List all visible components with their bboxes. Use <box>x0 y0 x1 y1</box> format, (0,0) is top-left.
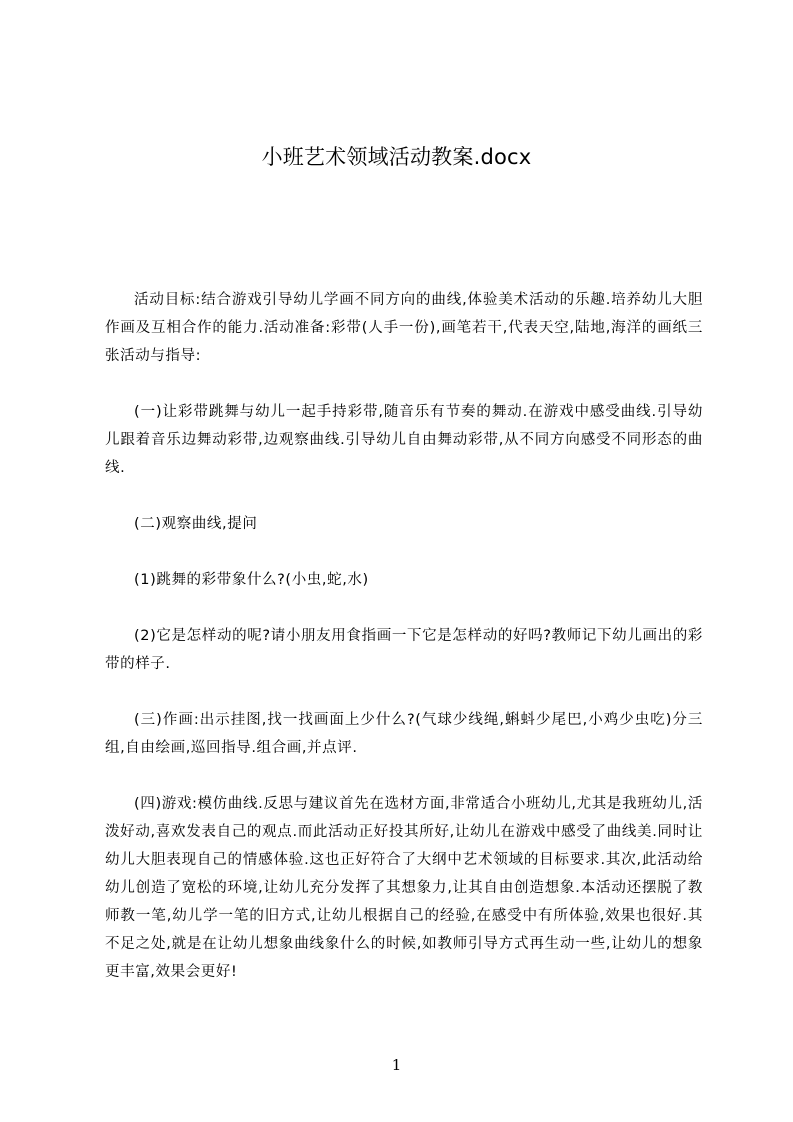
paragraph-question-one: (1)跳舞的彩带象什么?(小虫,蛇,水) <box>134 572 369 588</box>
paragraph-step-four-reflection: (四)游戏:模仿曲线.反思与建议首先在选材方面,非常适合小班幼儿,尤其是我班幼儿,活泼好动,喜欢发表自己的观点.而此活动正好投其所好,让幼儿在游戏中感受了曲线美.同时让幼儿大胆表现自己的情感体验.这也正好符合了大纲中艺术领域的目标要求.其次,此活动给幼儿创造了宽松的环境,让幼儿充分发挥了其想象力,让其自由创造想象.本活动还摆脱了教师教一笔,幼儿学一笔的旧方式,让幼儿根据自己的经验,在感受中有所体验,效果也很好.其不足之处,就是在让幼儿想象曲线象什么的时候,如教师引导方式再生动一些,让幼儿的想象更丰富,效果会更好! <box>105 796 703 980</box>
paragraph-activity-goals: 活动目标:结合游戏引导幼儿学画不同方向的曲线,体验美术活动的乐趣.培养幼儿大胆作画及互相合作的能力.活动准备:彩带(人手一份),画笔若干,代表天空,陆地,海洋的画纸三张活动与指导: <box>105 292 703 364</box>
document-body <box>105 286 703 986</box>
paragraph-question-two: (2)它是怎样动的呢?请小朋友用食指画一下它是怎样动的好吗?教师记下幼儿画出的彩带的样子. <box>105 628 703 672</box>
page-number: 1 <box>391 1056 402 1074</box>
document-title: 小班艺术领域活动教案.docx <box>261 145 532 169</box>
paragraph-step-one: (一)让彩带跳舞与幼儿一起手持彩带,随音乐有节奏的舞动.在游戏中感受曲线.引导幼儿跟着音乐边舞动彩带,边观察曲线.引导幼儿自由舞动彩带,从不同方向感受不同形态的曲线. <box>105 404 703 476</box>
paragraph-step-three: (三)作画:出示挂图,找一找画面上少什么?(气球少线绳,蝌蚪少尾巴,小鸡少虫吃)分三组,自由绘画,巡回指导.组合画,并点评. <box>105 712 703 756</box>
paragraph-step-two: (二)观察曲线,提问 <box>134 516 258 532</box>
